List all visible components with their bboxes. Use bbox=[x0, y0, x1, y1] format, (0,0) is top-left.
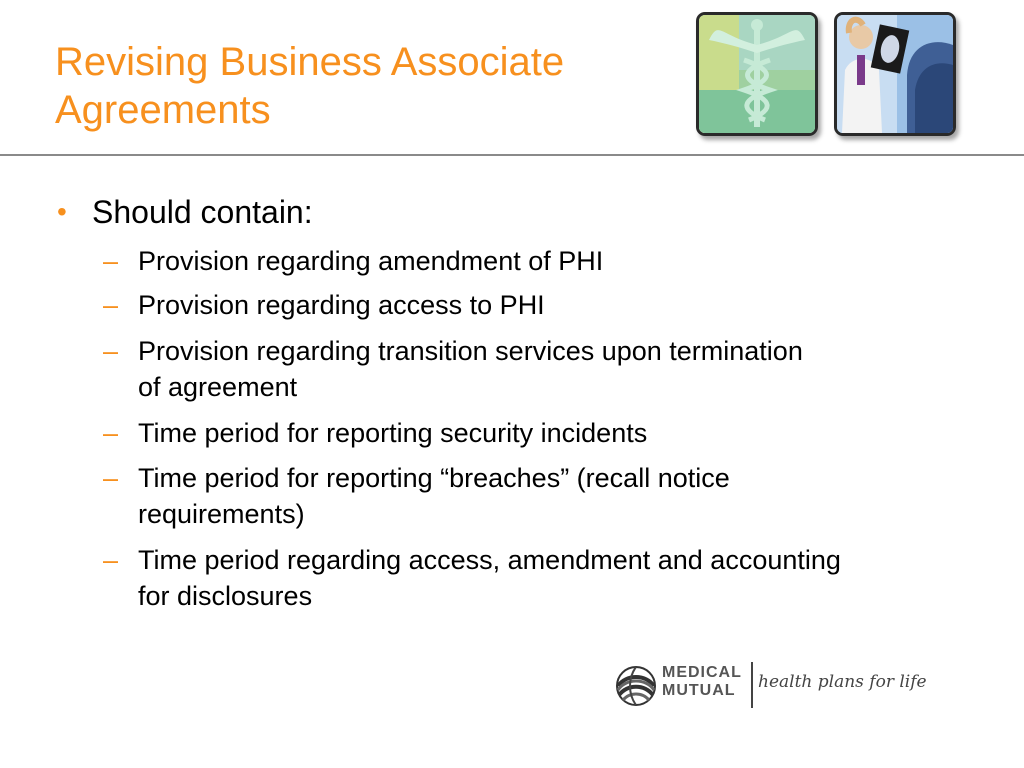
caduceus-icon bbox=[696, 12, 818, 136]
sub-bullet-text: Provision regarding transition services upon termination of agreement bbox=[138, 336, 803, 402]
dash-icon: – bbox=[103, 290, 119, 320]
sub-bullet-text: Provision regarding access to PHI bbox=[138, 290, 545, 320]
sub-bullet bbox=[103, 542, 873, 614]
bullet-icon: • bbox=[57, 196, 67, 227]
sub-bullet-text: Time period for reporting “breaches” (recall notice requirements) bbox=[138, 463, 730, 529]
logo-line1: MEDICAL bbox=[662, 664, 742, 681]
sub-bullet bbox=[103, 460, 903, 532]
logo-tagline: health plans for life bbox=[758, 672, 927, 692]
sub-bullet bbox=[103, 333, 803, 405]
sub-bullet-text: Time period regarding access, amendment and accounting for disclosures bbox=[138, 545, 841, 611]
logo-separator bbox=[751, 662, 753, 708]
globe-logo-icon bbox=[614, 664, 658, 708]
doctor-xray-icon bbox=[834, 12, 956, 136]
slide-title-line1: Revising Business Associate bbox=[55, 40, 565, 84]
logo-line2: MUTUAL bbox=[662, 682, 736, 699]
sub-bullet-text: Provision regarding amendment of PHI bbox=[138, 246, 604, 276]
sub-bullet-text: Time period for reporting security incidents bbox=[138, 418, 648, 448]
header-images bbox=[696, 12, 958, 136]
slide-title bbox=[55, 38, 695, 134]
main-bullet-text: Should contain: bbox=[92, 194, 313, 230]
dash-icon: – bbox=[103, 336, 119, 366]
title-divider bbox=[0, 154, 1024, 156]
dash-icon: – bbox=[103, 463, 119, 493]
dash-icon: – bbox=[103, 246, 119, 276]
medical-mutual-logo bbox=[614, 660, 934, 716]
sub-bullet bbox=[103, 287, 923, 323]
dash-icon: – bbox=[103, 418, 119, 448]
sub-bullet bbox=[103, 415, 923, 451]
slide-title-line2: Agreements bbox=[55, 88, 271, 132]
logo-wordmark bbox=[662, 664, 742, 700]
dash-icon: – bbox=[103, 545, 119, 575]
sub-bullet bbox=[103, 243, 923, 279]
